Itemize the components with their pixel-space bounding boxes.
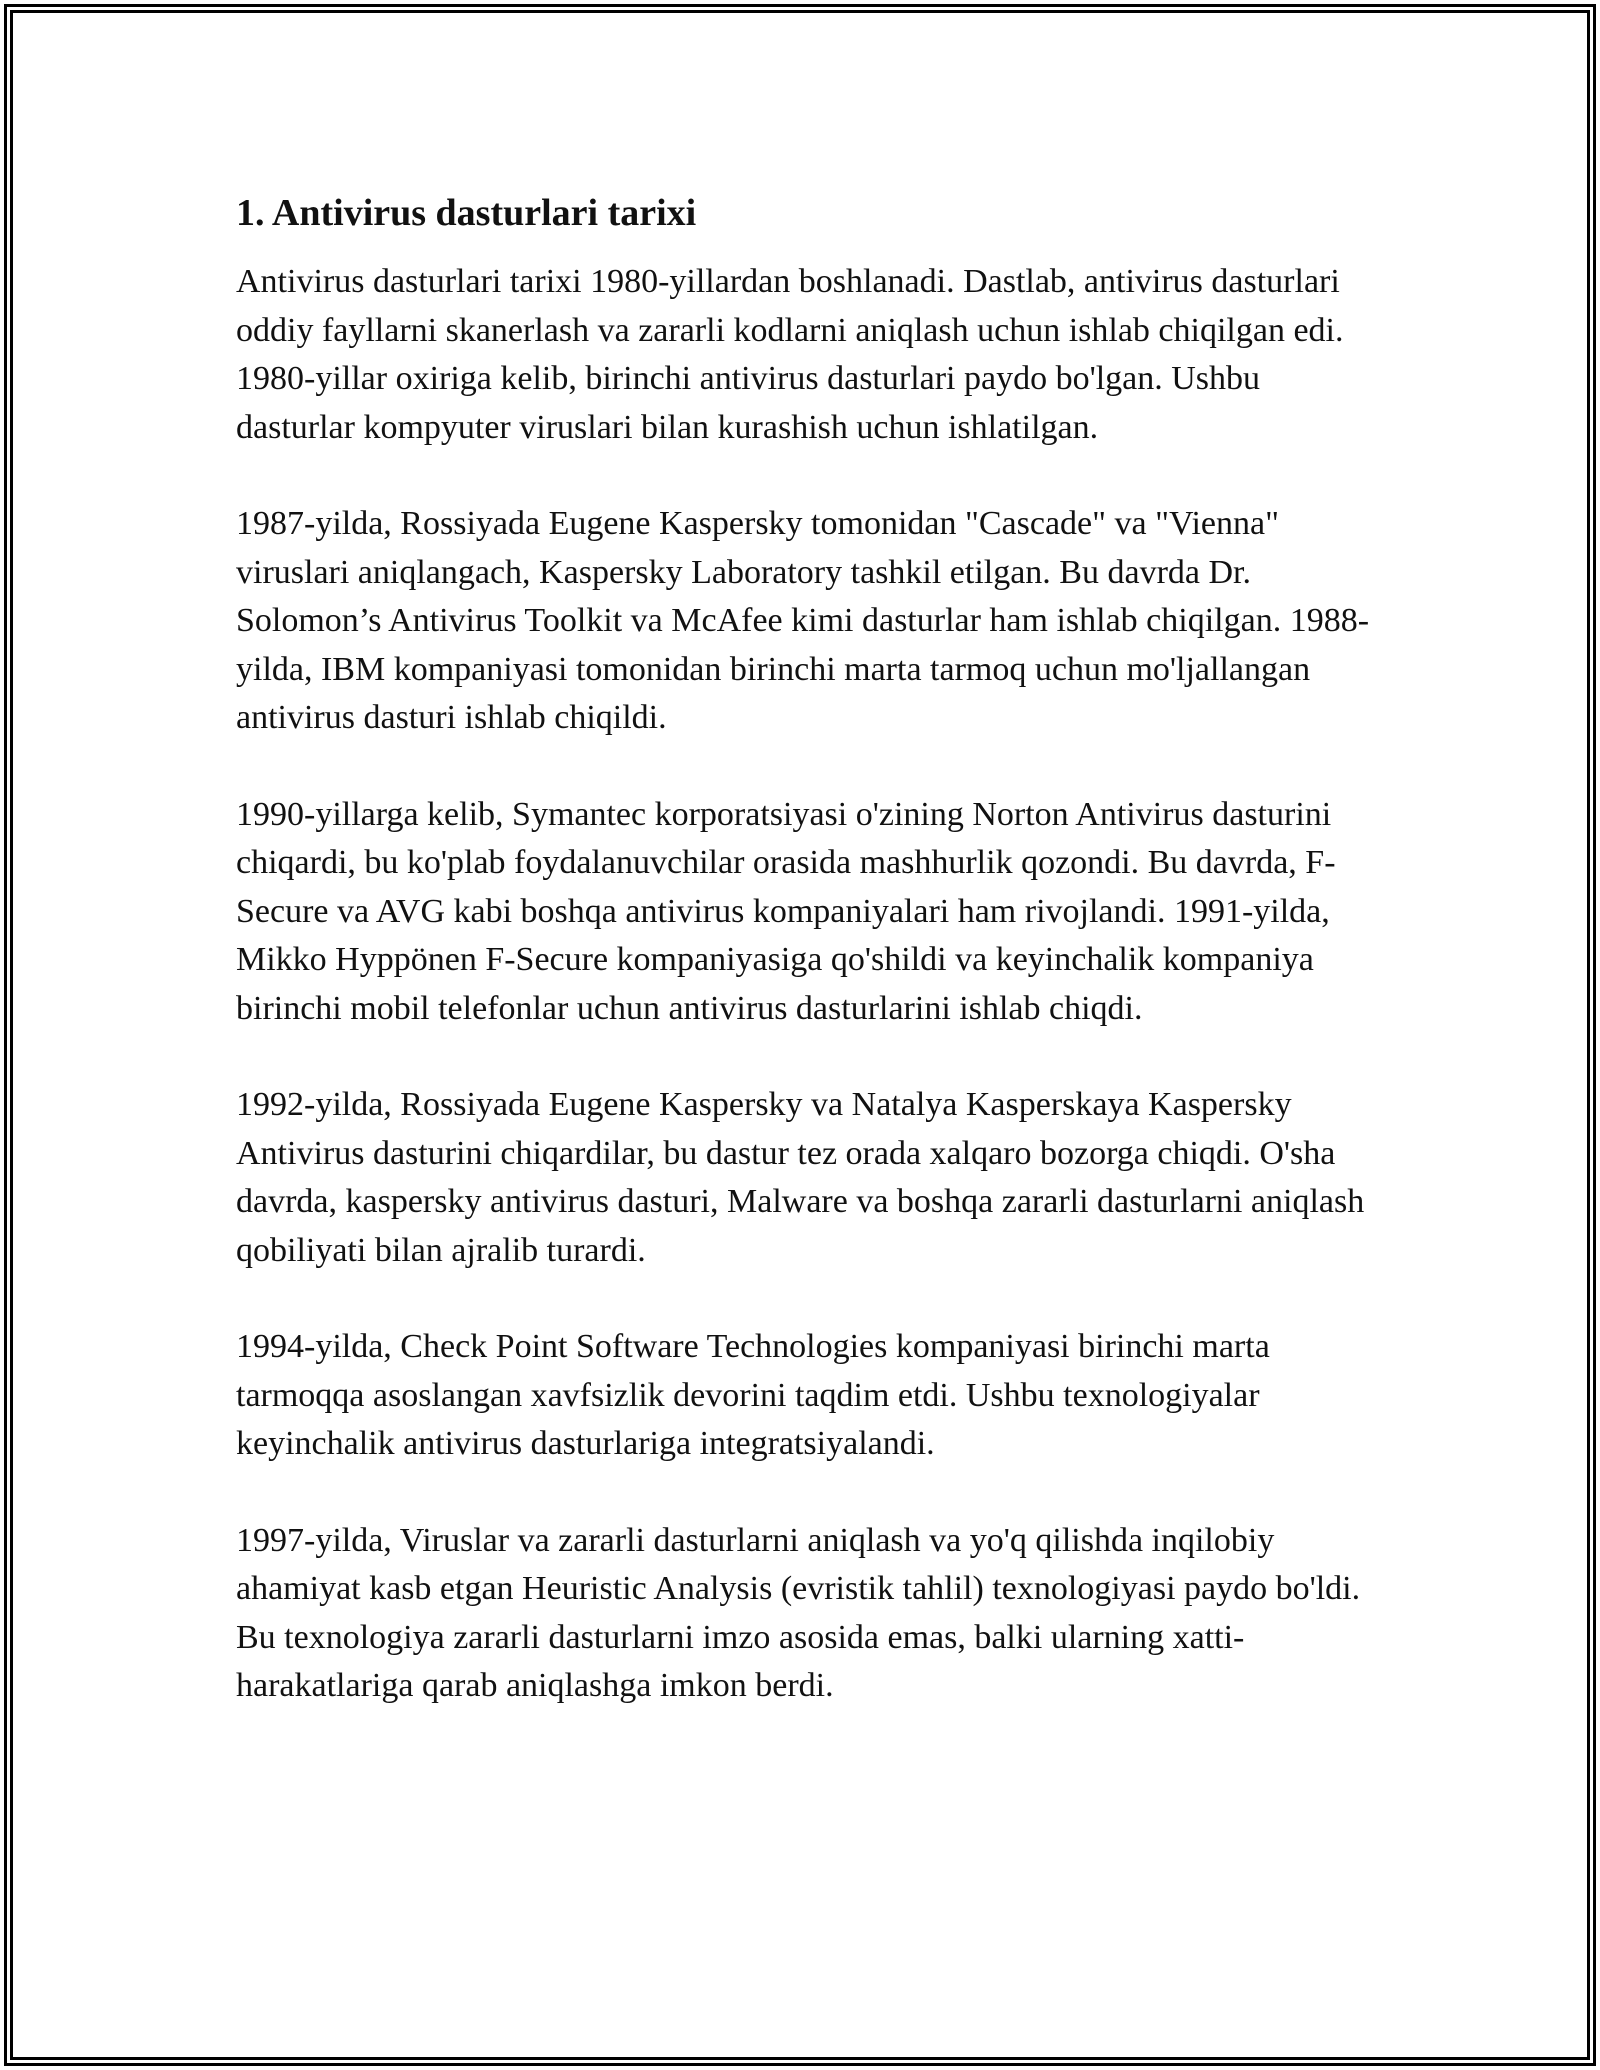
paragraph-1992: 1992-yilda, Rossiyada Eugene Kaspersky va Natalya Kasperskaya Kaspersky Antivirus dasturini chiqardilar, bu dastur tez orada xalqaro bozorga chiqdi. O'sha davrda, kaspersky antivirus dasturi, Malware va boshqa zararli dasturlarni aniqlash qobiliyati bilan ajralib turardi. xyxy=(236,1086,1365,1269)
document-content xyxy=(236,186,1376,1759)
paragraph-intro: Antivirus dasturlari tarixi 1980-yillardan boshlanadi. Dastlab, antivirus dasturlari oddiy fayllarni skanerlash va zararli kodlarni aniqlash uchun ishlab chiqilgan edi. 1980-yillar oxiriga kelib, birinchi antivirus dasturlari paydo bo'lgan. Ushbu dasturlar kompyuter viruslari bilan kurashish uchun ishlatilgan. xyxy=(236,263,1344,446)
paragraph-1997: 1997-yilda, Viruslar va zararli dasturlarni aniqlash va yo'q qilishda inqilobiy ahamiyat kasb etgan Heuristic Analysis (evristik tahlil) texnologiyasi paydo bo'ldi. Bu texnologiya zararli dasturlarni imzo asosida emas, balki ularning xatti-harakatlariga qarab aniqlashga imkon berdi. xyxy=(236,1521,1361,1704)
paragraph-1994: 1994-yilda, Check Point Software Technologies kompaniyasi birinchi marta tarmoqqa asoslangan xavfsizlik devorini taqdim etdi. Ushbu texnologiyalar keyinchalik antivirus dasturlariga integratsiyalandi. xyxy=(236,1328,1270,1462)
section-heading: 1. Antivirus dasturlari tarixi xyxy=(236,192,697,234)
paragraph-1987: 1987-yilda, Rossiyada Eugene Kaspersky tomonidan "Cascade" va "Vienna" viruslari aniqlangach, Kaspersky Laboratory tashkil etilgan. Bu davrda Dr. Solomon’s Antivirus Toolkit va McAfee kimi dasturlar ham ishlab chiqilgan. 1988-yilda, IBM kompaniyasi tomonidan birinchi marta tarmoq uchun mo'ljallangan antivirus dasturi ishlab chiqildi. xyxy=(236,505,1370,736)
paragraph-1990: 1990-yillarga kelib, Symantec korporatsiyasi o'zining Norton Antivirus dasturini chiqardi, bu ko'plab foydalanuvchilar orasida mashhurlik qozondi. Bu davrda, F-Secure va AVG kabi boshqa antivirus kompaniyalari ham rivojlandi. 1991-yilda, Mikko Hyppönen F-Secure kompaniyasiga qo'shildi va keyinchalik kompaniya birinchi mobil telefonlar uchun antivirus dasturlarini ishlab chiqdi. xyxy=(236,795,1336,1027)
